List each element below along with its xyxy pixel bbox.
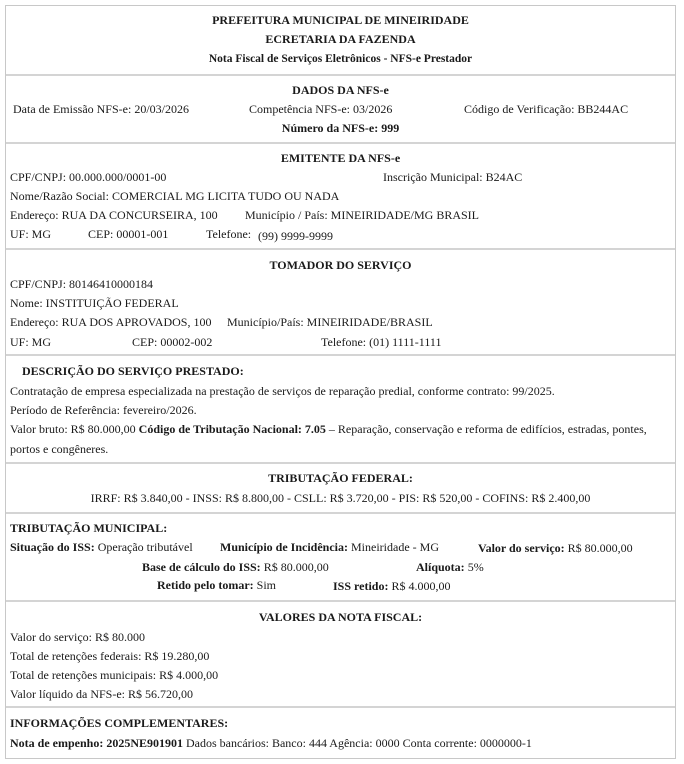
situacao-iss-value: Operação tributável xyxy=(94,540,193,554)
data-emissao: Data de Emissão NFS-e: 20/03/2026 xyxy=(13,102,189,116)
codigo-verificacao: Código de Verificação: BB244AC xyxy=(464,102,629,116)
emitente-endereco: Endereço: RUA DA CONCURSEIRA, 100 xyxy=(10,208,218,222)
retencoes-municipais: Total de retenções municipais: R$ 4.000,00 xyxy=(10,668,219,682)
valor-servico xyxy=(478,541,633,555)
descricao-line4: portos e congêneres. xyxy=(10,442,109,456)
valor-servico-value: R$ 80.000,00 xyxy=(564,541,633,555)
emitente-telefone: (99) 9999-9999 xyxy=(258,229,333,243)
periodo-referencia: Período de Referência: fevereiro/2026. xyxy=(10,403,197,417)
federal-title: TRIBUTAÇÃO FEDERAL: xyxy=(268,471,413,485)
secretaria-title: ECRETARIA DA FAZENDA xyxy=(265,32,416,46)
municipal-section xyxy=(6,514,675,602)
emitente-municipio: Município / País: MINEIRIDADE/MG BRASIL xyxy=(245,208,479,222)
aliquota-label: Alíquota: xyxy=(416,560,465,574)
municipio-incidencia xyxy=(220,540,439,554)
descricao-title: DESCRIÇÃO DO SERVIÇO PRESTADO: xyxy=(22,364,244,378)
nota-empenho: Nota de empenho: 2025NE901901 xyxy=(10,736,183,750)
descricao-section xyxy=(6,356,675,464)
dados-section xyxy=(6,76,675,144)
numero-nfse: Número da NFS-e: 999 xyxy=(281,121,400,135)
tomador-municipio: Município/País: MINEIRIDADE/BRASIL xyxy=(227,315,433,329)
situacao-iss xyxy=(10,540,193,554)
nfse-document xyxy=(5,5,676,759)
emitente-nome: Nome/Razão Social: COMERCIAL MG LICITA TUDO OU NADA xyxy=(10,189,340,203)
dados-bancarios: Dados bancários: Banco: 444 Agência: 0000 Conta corrente: 0000000-1 xyxy=(183,736,532,750)
aliquota-value: 5% xyxy=(464,560,484,574)
base-calculo xyxy=(142,560,329,574)
descricao-line3 xyxy=(10,422,647,436)
valores-section xyxy=(6,602,675,708)
competencia: Competência NFS-e: 03/2026 xyxy=(249,102,393,116)
iss-retido-label: ISS retido: xyxy=(333,579,389,593)
emitente-cep: CEP: 00001-001 xyxy=(88,227,169,241)
retido-tomador xyxy=(157,578,276,592)
retencoes-federais: Total de retenções federais: R$ 19.280,00 xyxy=(10,649,210,663)
emitente-inscricao: Inscrição Municipal: B24AC xyxy=(383,170,523,184)
valores-title: VALORES DA NOTA FISCAL: xyxy=(258,610,423,624)
iss-retido-value: R$ 4.000,00 xyxy=(388,579,451,593)
municipio-incidencia-value: Mineiridade - MG xyxy=(348,540,439,554)
tomador-section xyxy=(6,250,675,356)
tomador-nome: Nome: INSTITUIÇÃO FEDERAL xyxy=(10,296,179,310)
descricao-line1: Contratação de empresa especializada na prestação de serviços de reparação predial, conforme contrato: 99/2025. xyxy=(10,384,555,398)
valor-bruto: Valor bruto: R$ 80.000,00 xyxy=(10,422,136,436)
base-calculo-label: Base de cálculo do ISS: xyxy=(142,560,261,574)
municipio-incidencia-label: Município de Incidência: xyxy=(220,540,349,554)
document-title: Nota Fiscal de Serviços Eletrônicos - NFS-e Prestador xyxy=(208,53,473,65)
emitente-cnpj: CPF/CNPJ: 00.000.000/0001-00 xyxy=(10,170,167,184)
info-section xyxy=(6,708,675,758)
base-calculo-value: R$ 80.000,00 xyxy=(260,560,329,574)
situacao-iss-label: Situação do ISS: xyxy=(10,540,95,554)
valor-servico-label: Valor do serviço: xyxy=(478,541,565,555)
tomador-endereco: Endereço: RUA DOS APROVADOS, 100 xyxy=(10,315,212,329)
emitente-title: EMITENTE DA NFS-e xyxy=(280,151,401,165)
valor-liquido: Valor líquido da NFS-e: R$ 56.720,00 xyxy=(10,687,193,701)
tomador-telefone: Telefone: (01) 1111-1111 xyxy=(321,335,442,349)
tomador-cep: CEP: 00002-002 xyxy=(132,335,213,349)
prefeitura-title: PREFEITURA MUNICIPAL DE MINEIRIDADE xyxy=(212,13,469,27)
emitente-uf: UF: MG xyxy=(10,227,52,241)
emitente-section xyxy=(6,144,675,250)
retido-tomador-label: Retido pelo tomar: xyxy=(157,578,254,592)
codigo-tributacao-label: Código de Tributação Nacional: 7.05 xyxy=(138,422,326,436)
tomador-cnpj: CPF/CNPJ: 80146410000184 xyxy=(10,277,154,291)
federal-section xyxy=(6,464,675,514)
info-title: INFORMAÇÕES COMPLEMENTARES: xyxy=(10,716,229,730)
dados-title: DADOS DA NFS-e xyxy=(292,83,389,97)
info-line xyxy=(10,736,532,750)
iss-retido xyxy=(333,579,450,593)
retido-tomador-value: Sim xyxy=(253,578,276,592)
valores-servico: Valor do serviço: R$ 80.000 xyxy=(10,630,145,644)
tomador-uf: UF: MG xyxy=(10,335,52,349)
emitente-telefone-label: Telefone: xyxy=(206,227,252,241)
municipal-title: TRIBUTAÇÃO MUNICIPAL: xyxy=(10,521,168,535)
tomador-title: TOMADOR DO SERVIÇO xyxy=(269,258,412,272)
aliquota xyxy=(416,560,484,574)
header-section xyxy=(6,6,675,76)
codigo-tributacao-text: – Reparação, conservação e reforma de edifícios, estradas, pontes, xyxy=(325,422,647,436)
federal-values: IRRF: R$ 3.840,00 - INSS: R$ 8.800,00 - CSLL: R$ 3.720,00 - PIS: R$ 520,00 - COFINS: R$ 2.400,00 xyxy=(90,491,591,505)
